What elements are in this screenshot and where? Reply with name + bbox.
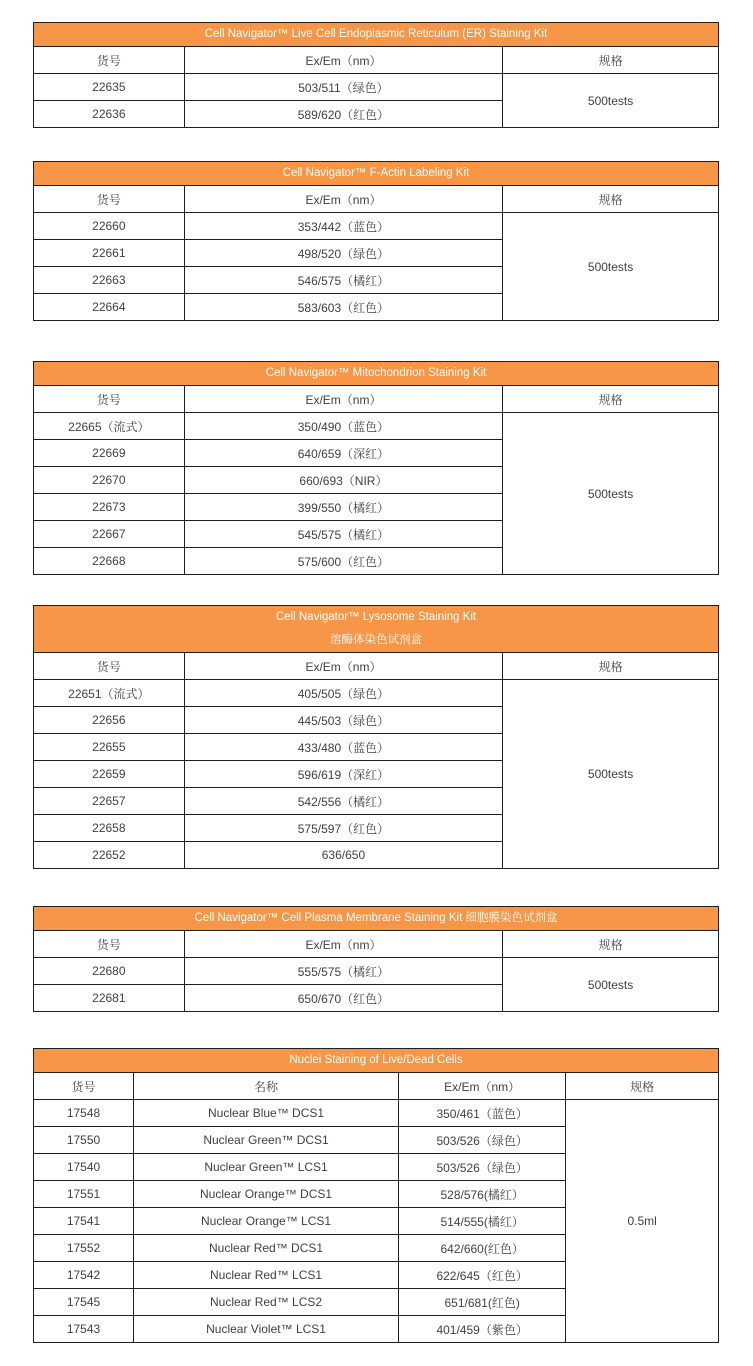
ex-em-cell: 583/603（红色） (184, 294, 503, 321)
product-tables-container (0, 22, 753, 1343)
catalog-number-cell: 22667 (34, 521, 185, 548)
ex-em-cell: 555/575（橘红） (184, 958, 503, 985)
column-header: Ex/Em（nm） (184, 47, 503, 74)
catalog-number-cell: 22655 (34, 734, 185, 761)
catalog-number-cell: 17541 (34, 1208, 134, 1235)
catalog-number-cell: 22668 (34, 548, 185, 575)
spec-cell: 500tests (503, 680, 719, 869)
ex-em-cell: 589/620（红色） (184, 101, 503, 128)
ex-em-cell: 651/681(红色) (399, 1289, 566, 1316)
spec-cell: 500tests (503, 413, 719, 575)
catalog-number-cell: 22657 (34, 788, 185, 815)
product-name-cell: Nuclear Blue™ DCS1 (134, 1100, 399, 1127)
ex-em-cell: 498/520（绿色） (184, 240, 503, 267)
column-header: 规格 (566, 1073, 719, 1100)
catalog-number-cell: 22635 (34, 74, 185, 101)
column-header: 规格 (503, 931, 719, 958)
ex-em-cell: 575/597（红色） (184, 815, 503, 842)
catalog-number-cell: 22663 (34, 267, 185, 294)
catalog-number-cell: 22673 (34, 494, 185, 521)
ex-em-cell: 622/645（红色） (399, 1262, 566, 1289)
table-title-text: Cell Navigator™ Mitochondrion Staining Kit (265, 367, 487, 379)
ex-em-cell: 660/693（NIR） (184, 467, 503, 494)
table-title-text: Cell Navigator™ Lysosome Staining Kit (275, 611, 477, 623)
column-header: 货号 (34, 386, 185, 413)
catalog-number-cell: 17552 (34, 1235, 134, 1262)
ex-em-cell: 575/600（红色） (184, 548, 503, 575)
product-name-cell: Nuclear Red™ DCS1 (134, 1235, 399, 1262)
catalog-number-cell: 22656 (34, 707, 185, 734)
column-header: Ex/Em（nm） (399, 1073, 566, 1100)
table-title-bar (34, 606, 719, 653)
column-header: Ex/Em（nm） (184, 931, 503, 958)
ex-em-cell: 405/505（绿色） (184, 680, 503, 707)
column-header: Ex/Em（nm） (184, 186, 503, 213)
catalog-number-cell: 17545 (34, 1289, 134, 1316)
ex-em-cell: 350/490（蓝色） (184, 413, 503, 440)
product-table-f-actin-labeling-kit (33, 161, 719, 321)
table-row (34, 958, 719, 985)
table-row (34, 1100, 719, 1127)
ex-em-cell: 433/480（蓝色） (184, 734, 503, 761)
product-name-cell: Nuclear Orange™ DCS1 (134, 1181, 399, 1208)
product-name-cell: Nuclear Green™ LCS1 (134, 1154, 399, 1181)
catalog-number-cell: 22660 (34, 213, 185, 240)
ex-em-cell: 399/550（橘红） (184, 494, 503, 521)
catalog-number-cell: 17551 (34, 1181, 134, 1208)
catalog-number-cell: 22680 (34, 958, 185, 985)
table-title-text: Cell Navigator™ F-Actin Labeling Kit (282, 167, 470, 179)
column-header: 货号 (34, 1073, 134, 1100)
table-row (34, 680, 719, 707)
ex-em-cell: 350/461（蓝色） (399, 1100, 566, 1127)
ex-em-cell: 640/659（深红） (184, 440, 503, 467)
catalog-number-cell: 17542 (34, 1262, 134, 1289)
table-title-text: Nuclei Staining of Live/Dead Cells (289, 1054, 463, 1066)
product-name-cell: Nuclear Violet™ LCS1 (134, 1316, 399, 1343)
product-table-nuclei-staining-live-dead-cells (33, 1048, 719, 1343)
catalog-number-cell: 22670 (34, 467, 185, 494)
catalog-number-cell: 22658 (34, 815, 185, 842)
catalog-number-cell: 17540 (34, 1154, 134, 1181)
ex-em-cell: 636/650 (184, 842, 503, 869)
column-header: 名称 (134, 1073, 399, 1100)
table-row (34, 413, 719, 440)
table-row (34, 74, 719, 101)
catalog-number-cell: 22652 (34, 842, 185, 869)
catalog-page (0, 22, 753, 1366)
column-header: 规格 (503, 386, 719, 413)
ex-em-cell: 546/575（橘红） (184, 267, 503, 294)
catalog-number-cell: 22664 (34, 294, 185, 321)
catalog-number-cell: 17550 (34, 1127, 134, 1154)
spec-cell: 500tests (503, 74, 719, 128)
table-title-text: Cell Navigator™ Live Cell Endoplasmic Reticulum (ER) Staining Kit (204, 28, 548, 40)
ex-em-cell: 650/670（红色） (184, 985, 503, 1012)
spec-cell: 0.5ml (566, 1100, 719, 1343)
table-title-text: 溶酶体染色试剂盒 (330, 634, 422, 646)
table-row (34, 213, 719, 240)
product-table-cell-plasma-membrane-staining-kit (33, 906, 719, 1012)
spec-cell: 500tests (503, 213, 719, 321)
table-title-text: Cell Navigator™ Cell Plasma Membrane Staining Kit 细胞膜染色试剂盒 (194, 912, 558, 924)
catalog-number-cell: 22669 (34, 440, 185, 467)
product-table-er-staining-kit (33, 22, 719, 128)
ex-em-cell: 503/511（绿色） (184, 74, 503, 101)
table-title-bar (34, 362, 719, 386)
ex-em-cell: 596/619（深红） (184, 761, 503, 788)
catalog-number-cell: 22636 (34, 101, 185, 128)
ex-em-cell: 445/503（绿色） (184, 707, 503, 734)
column-header: 货号 (34, 47, 185, 74)
ex-em-cell: 503/526（绿色） (399, 1127, 566, 1154)
catalog-number-cell: 17543 (34, 1316, 134, 1343)
catalog-number-cell: 22681 (34, 985, 185, 1012)
product-table-mitochondrion-staining-kit (33, 361, 719, 575)
product-name-cell: Nuclear Orange™ LCS1 (134, 1208, 399, 1235)
column-header: 规格 (503, 47, 719, 74)
ex-em-cell: 401/459（紫色） (399, 1316, 566, 1343)
column-header: 货号 (34, 653, 185, 680)
ex-em-cell: 545/575（橘红） (184, 521, 503, 548)
spec-cell: 500tests (503, 958, 719, 1012)
catalog-number-cell: 22659 (34, 761, 185, 788)
column-header: Ex/Em（nm） (184, 653, 503, 680)
product-name-cell: Nuclear Red™ LCS2 (134, 1289, 399, 1316)
column-header: 规格 (503, 653, 719, 680)
product-name-cell: Nuclear Red™ LCS1 (134, 1262, 399, 1289)
product-name-cell: Nuclear Green™ DCS1 (134, 1127, 399, 1154)
ex-em-cell: 503/526（绿色） (399, 1154, 566, 1181)
table-title-bar (34, 162, 719, 186)
catalog-number-cell: 17548 (34, 1100, 134, 1127)
ex-em-cell: 542/556（橘红） (184, 788, 503, 815)
product-table-lysosome-staining-kit (33, 605, 719, 869)
table-title-bar (34, 23, 719, 47)
ex-em-cell: 642/660(红色） (399, 1235, 566, 1262)
ex-em-cell: 353/442（蓝色） (184, 213, 503, 240)
catalog-number-cell: 22665（流式） (34, 413, 185, 440)
table-title-bar (34, 1049, 719, 1073)
catalog-number-cell: 22661 (34, 240, 185, 267)
column-header: 规格 (503, 186, 719, 213)
ex-em-cell: 514/555(橘红） (399, 1208, 566, 1235)
table-title-bar (34, 907, 719, 931)
catalog-number-cell: 22651（流式） (34, 680, 185, 707)
column-header: Ex/Em（nm） (184, 386, 503, 413)
ex-em-cell: 528/576(橘红） (399, 1181, 566, 1208)
column-header: 货号 (34, 931, 185, 958)
column-header: 货号 (34, 186, 185, 213)
